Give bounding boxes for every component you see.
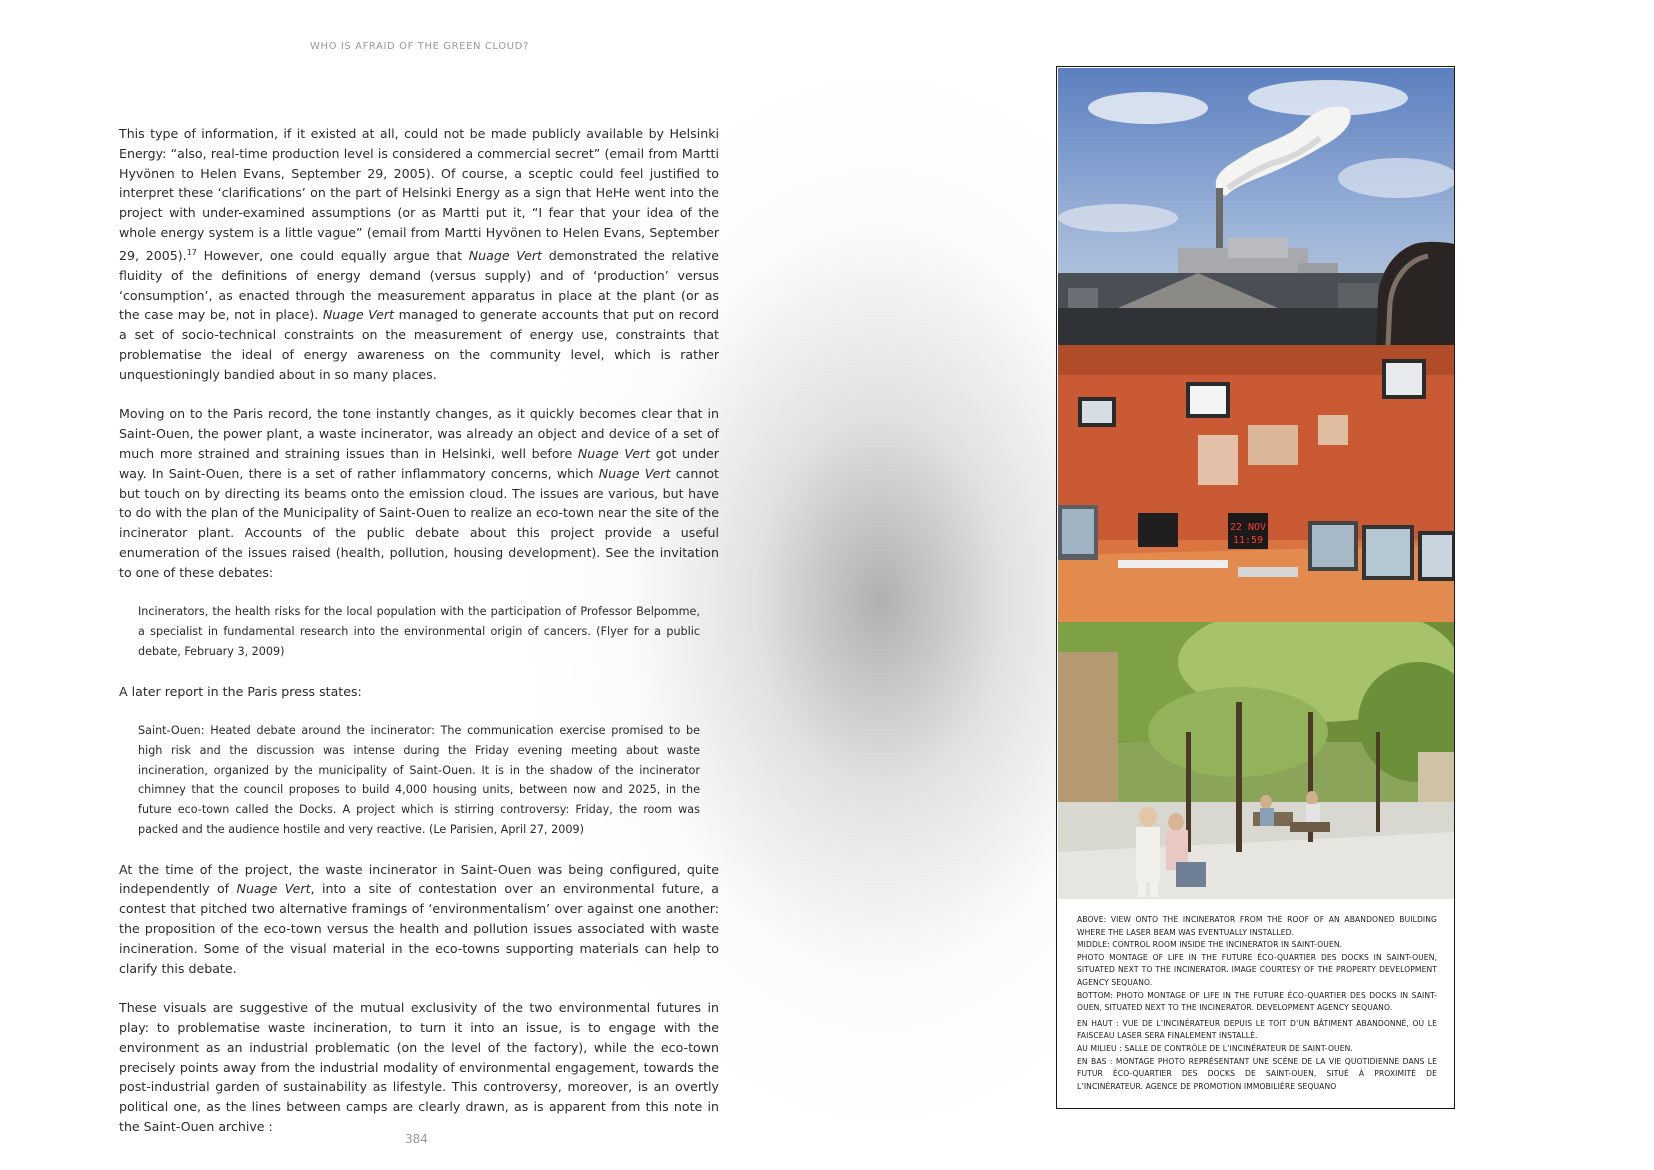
title-nuage-vert: Nuage Vert bbox=[577, 445, 651, 461]
block-quote-flyer: Incinerators, the health risks for the local population with the participation of Professor Belpomme, a specialist in fundamental research into the environmental origin of cancers. (Flyer for a public debate, February 3, 2009) bbox=[138, 605, 700, 658]
figure-caption bbox=[1077, 914, 1437, 1093]
caption-bottom: BOTTOM: PHOTO MONTAGE OF LIFE IN THE FUTURE ÉCO-QUARTIER DES DOCKS IN SAINT-OUEN, SITUATED NEXT TO THE INCINERATOR. DEVELOPMENT AGENCY SEQUANO. bbox=[1077, 990, 1437, 1013]
text: demonstrated the relative fluidity of the definitions of energy demand (versus supply) and of ‘production’ versus ‘consumption’, as enacted through the measurement apparatus in place at the plant (or as the case may be, not in place). bbox=[119, 247, 720, 323]
title-nuage-vert: Nuage Vert bbox=[322, 307, 395, 323]
title-nuage-vert: Nuage Vert bbox=[236, 881, 311, 897]
text: However, one could equally argue that bbox=[196, 247, 469, 263]
caption-photo-montage: PHOTO MONTAGE OF LIFE IN THE FUTURE ÉCO-QUARTIER DES DOCKS IN SAINT-OUEN, SITUATED NEXT TO THE INCINERATOR. IMAGE COURTESY OF THE PROPERTY DEVELOPMENT AGENCY SEQUANO. bbox=[1077, 952, 1437, 987]
paragraph-paris bbox=[119, 404, 719, 582]
caption-above: ABOVE: VIEW ONTO THE INCINERATOR FROM THE ROOF OF AN ABANDONED BUILDING WHERE THE LASER BEAM WAS EVENTUALLY INSTALLED. bbox=[1077, 915, 1437, 937]
clock-time: 11:59 bbox=[1232, 535, 1264, 546]
paragraph-visuals: These visuals are suggestive of the mutual exclusivity of the two environmental futures in play: to problematise waste incineration, to turn it into an issue, is to engage with the environment as an industrial problematic (on the level of the factory), while the eco-town precisely points away from the industrial modality of environmental engagement, towards the post-industrial garden of sustainability as lifestyle. This controversy, moreover, is an overtly political one, as the lines between camps are clearly drawn, as is apparent from this note in the Saint-Ouen archive : bbox=[119, 1000, 719, 1135]
block-quote-le-parisien: Saint-Ouen: Heated debate around the incinerator: The communication exercise promised to be high risk and the discussion was intense during the Friday evening meeting about waste incineration, organized by the municipality of Saint-Ouen. It is in the shadow of the incinerator chimney that the council proposes to build 4,000 housing units, between now and 2025, in the future eco-town called the Docks. A project which is stirring controversy: Friday, the room was packed and the audience hostile and very reactive. (Le Parisien, April 27, 2009) bbox=[138, 724, 700, 837]
paragraph-press: A later report in the Paris press states: bbox=[119, 683, 362, 699]
caption-au-milieu: AU MILIEU : SALLE DE CONTRÔLE DE L’INCINÉRATEUR DE SAINT-OUEN. bbox=[1077, 1043, 1353, 1053]
paragraph-helsinki bbox=[119, 124, 719, 385]
caption-middle: MIDDLE: CONTROL ROOM INSIDE THE INCINERATOR IN SAINT-OUEN. bbox=[1077, 940, 1343, 950]
text: managed to generate accounts that put on record a set of socio-technical constraints on the measurement of energy use, constraints that problematise the ideal of energy awareness on the community level, which is rather unquestioningly bandied about in so many places. bbox=[119, 307, 720, 382]
text: cannot but touch on by directing its beams onto the emission cloud. The issues are various, but have to do with the plan of the Municipality of Saint-Ouen to realize an eco-town near the site of the incinerator plant. Accounts of the public debate about this project provide a useful enumeration of the issues raised (health, pollution, housing development). See the invitation to one of these debates: bbox=[119, 465, 719, 580]
caption-en-haut: EN HAUT : VUE DE L’INCINÉRATEUR DEPUIS LE TOIT D’UN BÂTIMENT ABANDONNÉ, OÙ LE FAISCEAU LASER SERA FINALEMENT INSTALLÉ. bbox=[1077, 1018, 1437, 1041]
paragraph-contestation bbox=[119, 860, 719, 979]
title-nuage-vert: Nuage Vert bbox=[598, 465, 671, 481]
photo-eco-quartier bbox=[1058, 622, 1454, 899]
clock-date: 22 NOV bbox=[1229, 522, 1267, 533]
text: got under way. In Saint-Ouen, there is a set of rather inflammatory concerns, which bbox=[119, 445, 719, 481]
photo-incinerator-view bbox=[1058, 68, 1454, 345]
caption-en-bas: EN BAS : MONTAGE PHOTO REPRÉSENTANT UNE SCÈNE DE LA VIE QUOTIDIENNE DANS LE FUTUR ÉCO-QUARTIER DES DOCKS DE SAINT-OUEN, SITUÉ À PROXIMITÉ DE L’INCINÉRATEUR. AGENCE DE PROMOTION IMMOBILIÈRE SEQUANO bbox=[1077, 1056, 1437, 1091]
footnote-ref: 17 bbox=[186, 247, 197, 257]
text: At the time of the project, the waste incinerator in Saint-Ouen was being configured, quite independently of bbox=[119, 861, 719, 897]
page-number: 384 bbox=[405, 1132, 428, 1146]
text: , into a site of contestation over an environmental future, a contest that pitched two alternative framings of ‘environmentalism’ over against one another: the proposition of the eco-town versus the health and pollution issues associated with waste incineration. Some of the visual material in the eco-towns supporting materials can help to clarify this debate. bbox=[119, 881, 719, 976]
body-text-column bbox=[119, 124, 719, 1137]
text: Moving on to the Paris record, the tone instantly changes, as it quickly becomes clear that in Saint-Ouen, the power plant, a waste incinerator, was already an object and device of a set of much more strained and straining issues than in Helsinki, well before bbox=[119, 406, 719, 461]
photo-control-room bbox=[1058, 345, 1454, 622]
figure-panel bbox=[1056, 66, 1455, 1109]
running-title: WHO IS AFRAID OF THE GREEN CLOUD? bbox=[310, 41, 529, 52]
text: This type of information, if it existed at all, could not be made publicly available by Helsinki Energy: “also, real-time production level is considered a commercial secret” (email from Martti Hyvönen to Helen Evans, September 29, 2005). Of course, a sceptic could feel justified to interpret these ‘clarifications’ on the part of Helsinki Energy as a sign that HeHe went into the project with under-examined assumptions (or as Martti put it, “I fear that your idea of the whole energy system is a little vague” (email from Martti Hyvönen to Helen Evans, September 29, 2005). bbox=[119, 126, 719, 263]
title-nuage-vert: Nuage Vert bbox=[468, 247, 542, 263]
